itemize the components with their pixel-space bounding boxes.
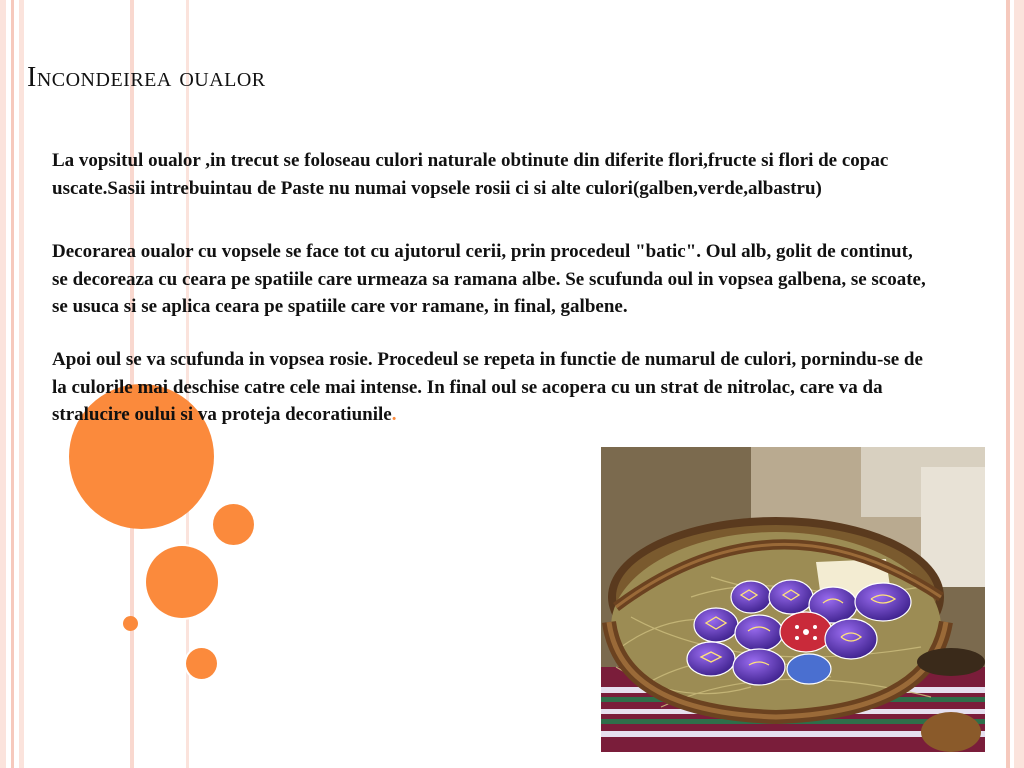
left-stripe-1 <box>0 0 6 768</box>
photo-illustration <box>601 447 985 752</box>
decor-circle-small-1 <box>213 504 254 545</box>
paragraph-dyeing-steps <box>52 346 932 429</box>
decor-circle-tiny <box>123 616 138 631</box>
right-stripe-1 <box>1006 0 1010 768</box>
left-stripe-2 <box>11 0 14 768</box>
decor-circle-medium <box>146 546 218 618</box>
paragraph-natural-colors: La vopsitul oualor ,in trecut se foloseau culori naturale obtinute din diferite flori,fructe si flori de copac uscate.Sasii intrebuintau de Paste nu numai vopsele rosii ci si alte culori(galben,verde,albastru) <box>52 150 889 199</box>
right-stripe-2 <box>1014 0 1024 768</box>
easter-eggs-basket-photo <box>601 447 985 752</box>
paragraph-dyeing-steps-text: Apoi oul se va scufunda in vopsea rosie. Procedeul se repeta in functie de numarul de culori, pornindu-se de la culorile mai deschise catre cele mai intense. In final oul se acopera cu un strat de nitrolac, care va da stralucire oului si va proteja decoratiunile <box>52 349 923 425</box>
left-stripe-3 <box>19 0 24 768</box>
final-period: . <box>391 404 397 425</box>
decor-circle-small-2 <box>186 648 217 679</box>
slide-title: Incondeirea oualor <box>27 62 266 93</box>
paragraph-batik-method: Decorarea oualor cu vopsele se face tot cu ajutorul cerii, prin procedeul "batic". Oul alb, golit de continut, se decoreaza cu ceara pe spatiile care urmeaza sa ramana albe. Se scufunda oul in vopsea galbena, se scoate, se usuca si se aplica ceara pe spatiile care vor ramane, in final, galbene. <box>52 241 926 317</box>
